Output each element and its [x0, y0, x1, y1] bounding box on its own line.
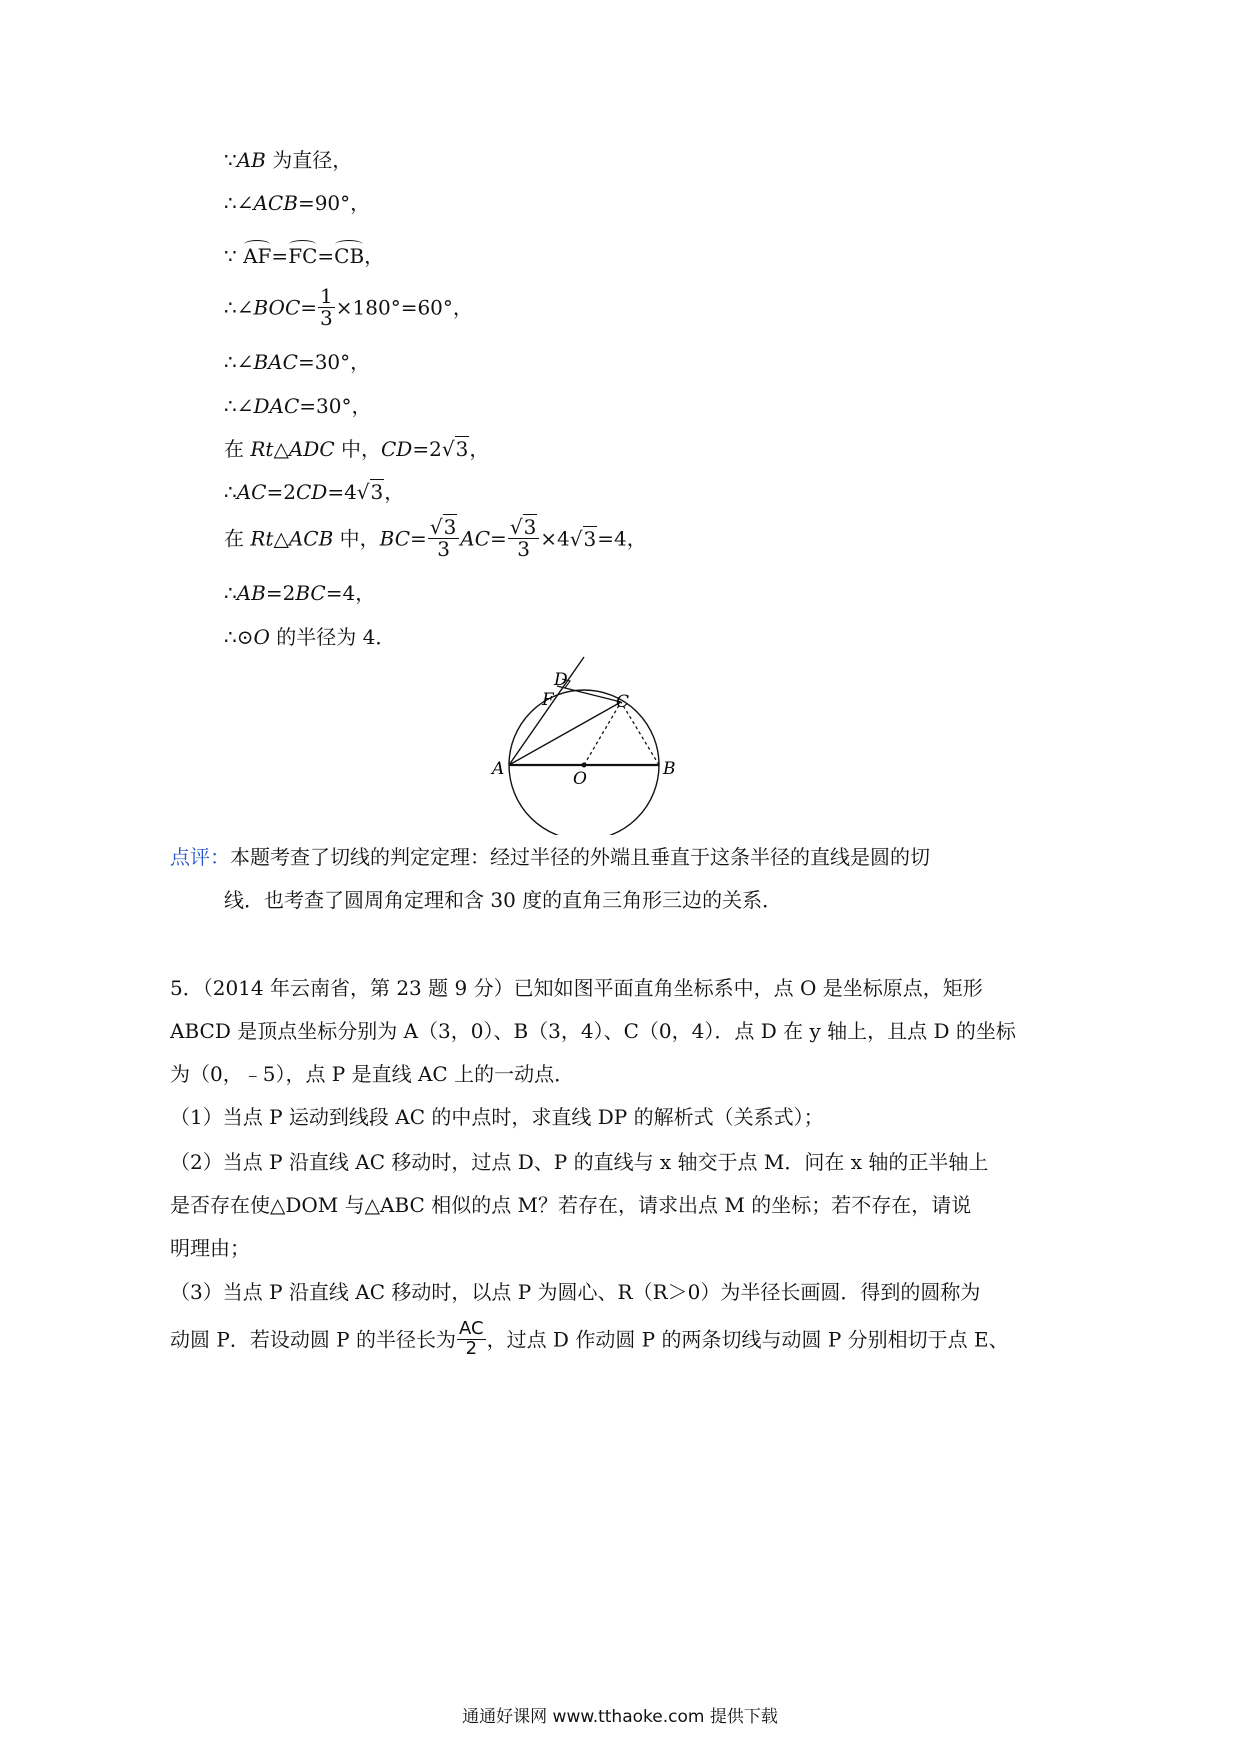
label-a: A — [492, 759, 505, 779]
line-ad — [509, 657, 584, 765]
fraction-sqrt3-over-3-b: $\frac{√3}{3}$ — [508, 517, 539, 560]
comment-line-1: 点评：本题考查了切线的判定定理：经过半径的外端且垂直于这条半径的直线是圆的切 — [170, 845, 930, 869]
solution-line-7: 在 Rt△ADC 中，CD=2√3， — [224, 437, 490, 461]
solution-line-9: 在 Rt△ACB 中，BC= $\frac{√3}{3}$ AC= $\frac{√3}{3}$ ×4√3=4， — [224, 515, 647, 561]
label-c: C — [616, 692, 630, 712]
label-d: D — [554, 670, 568, 690]
comment-label: 点评： — [170, 845, 230, 869]
comment-line-2: 线．也考查了圆周角定理和含 30 度的直角三角形三边的关系． — [224, 888, 783, 912]
label-b: B — [663, 759, 676, 779]
solution-line-3: ∵ AF=FC=CB， — [224, 244, 385, 268]
problem5-question-3b: 动圆 P．若设动圆 P 的半径长为 $\frac{AC}{2}$ ，过点 D 作动圆 P 的两条切线与动圆 P 分别相切于点 E、 — [170, 1318, 1009, 1359]
label-f: F — [542, 690, 554, 710]
fraction-one-third: $\frac{1}{3}$ — [320, 284, 333, 330]
problem5-question-1: （1）当点 P 运动到线段 AC 的中点时，求直线 DP 的解析式（关系式）； — [170, 1105, 824, 1129]
page-footer: 通通好课网 www.tthaoke.com 提供下载 — [462, 1707, 778, 1727]
center-point-o — [582, 763, 587, 768]
problem5-line-3: 为（0，﹣5），点 P 是直线 AC 上的一动点． — [170, 1062, 575, 1086]
solution-line-4: ∴∠BOC= $\frac{1}{3}$ ×180°=60°， — [224, 284, 473, 330]
solution-line-6: ∴∠DAC=30°， — [224, 394, 372, 418]
circle-tangent-figure — [490, 655, 690, 835]
problem5-question-2c: 明理由； — [170, 1236, 250, 1260]
fraction-ac-over-2: $\frac{AC}{2}$ — [459, 1318, 484, 1359]
label-o: O — [573, 769, 587, 789]
problem5-question-2a: （2）当点 P 沿直线 AC 移动时，过点 D、P 的直线与 x 轴交于点 M．问在 x 轴的正半轴上 — [170, 1150, 989, 1174]
problem5-question-3a: （3）当点 P 沿直线 AC 移动时，以点 P 为圆心、R（R＞0）为半径长画圆．得到的圆称为 — [170, 1280, 981, 1304]
problem5-line-1: 5．（2014 年云南省，第 23 题 9 分）已知如图平面直角坐标系中，点 O 是坐标原点，矩形 — [170, 976, 983, 1000]
solution-line-5: ∴∠BAC=30°， — [224, 350, 371, 374]
fraction-sqrt3-over-3: $\frac{√3}{3}$ — [428, 517, 459, 560]
solution-line-8: ∴AC=2CD=4√3， — [224, 480, 405, 504]
solution-line-11: ∴⊙O 的半径为 4． — [224, 625, 396, 649]
chord-ac — [509, 702, 621, 765]
solution-line-10: ∴AB=2BC=4， — [224, 581, 376, 605]
arc-af: AF — [243, 244, 272, 268]
arc-fc: FC — [288, 244, 318, 268]
arc-cb: CB — [334, 244, 365, 268]
problem5-line-2: ABCD 是顶点坐标分别为 A（3，0）、B（3，4）、C（0，4）．点 D 在 y 轴上，且点 D 的坐标 — [170, 1019, 1016, 1043]
solution-line-1: ∵AB 为直径， — [224, 148, 353, 172]
solution-line-2: ∴∠ACB=90°， — [224, 191, 371, 215]
problem5-question-2b: 是否存在使△DOM 与△ABC 相似的点 M？若存在，请求出点 M 的坐标；若不存在，请说 — [170, 1193, 972, 1217]
